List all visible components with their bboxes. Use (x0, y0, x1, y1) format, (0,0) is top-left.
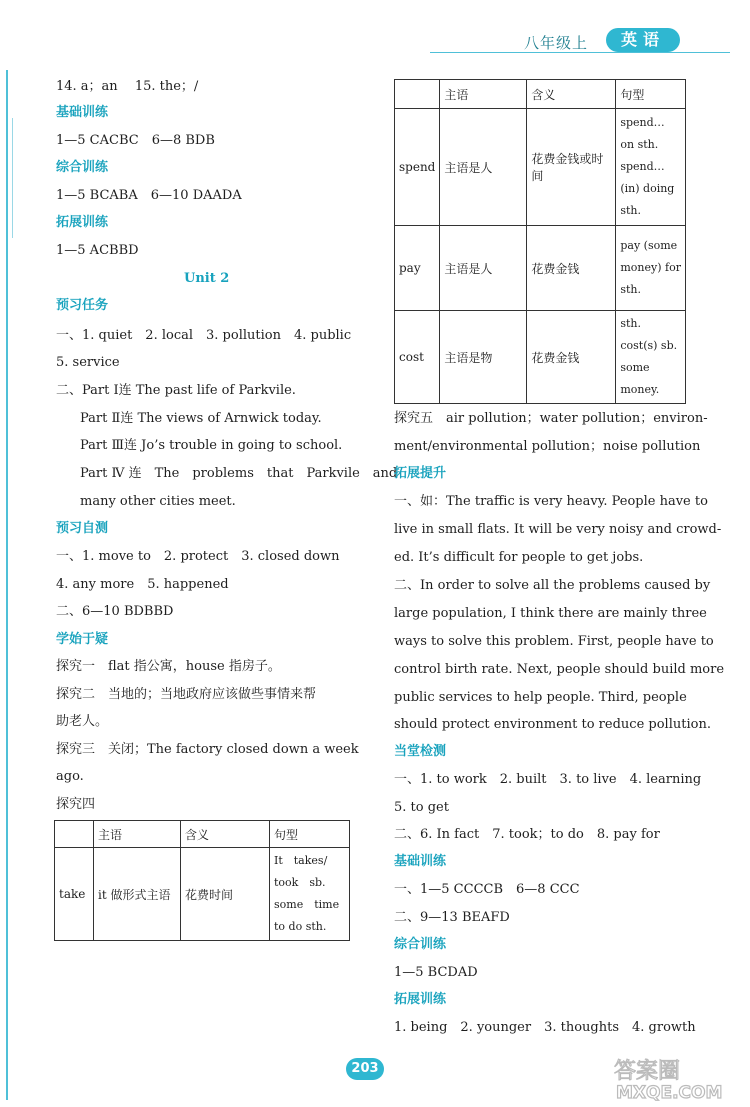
page-number: 203 (346, 1058, 384, 1080)
section-heading: 学始于疑 (56, 632, 109, 647)
word-usage-table-take (54, 820, 350, 941)
answer-line: 一、如：The traffic is very heavy. People have to (394, 494, 708, 509)
table-cell-word: pay (395, 226, 440, 311)
table-header-cell: 主语 (440, 80, 527, 109)
answer-line: 一、1. move to 2. protect 3. closed down (56, 549, 340, 564)
table-cell-subject: it 做形式主语 (94, 848, 181, 941)
answer-line: many other cities meet. (80, 494, 236, 509)
table-cell-pattern: sth. cost(s) sb. some money. (616, 311, 686, 404)
side-rule-inner (12, 118, 13, 238)
section-heading: 当堂检测 (394, 744, 447, 759)
answer-line: ment/environmental pollution；noise pollution (394, 439, 701, 454)
word-usage-table-spend-pay-cost (394, 79, 689, 404)
table-row (395, 109, 686, 226)
answer-line: 一、1—5 CCCCB 6—8 CCC (394, 882, 580, 897)
answer-line: public services to help people. Third, people (394, 690, 687, 705)
answer-line: 二、6. In fact 7. took；to do 8. pay for (394, 827, 660, 842)
table-header-cell: 句型 (270, 821, 350, 848)
table-cell-pattern: It takes/ took sb. some time to do sth. (270, 848, 350, 941)
answer-line: 1—5 ACBBD (56, 243, 139, 258)
table-cell-meaning: 花费时间 (181, 848, 270, 941)
answer-line: 二、6—10 BDBBD (56, 604, 174, 619)
table-cell-pattern: pay (some money) for sth. (616, 226, 686, 311)
answer-line: 探究三 关闭；The factory closed down a week (56, 742, 359, 757)
table-header-cell (55, 821, 94, 848)
table-row (395, 311, 686, 404)
answer-line: 二、In order to solve all the problems caused by (394, 578, 711, 593)
answer-line: ways to solve this problem. First, people have to (394, 634, 714, 649)
table-cell-subject: 主语是人 (440, 109, 527, 226)
answer-line: Part Ⅱ连 The views of Arnwick today. (80, 411, 322, 426)
section-heading: 综合训练 (56, 160, 109, 175)
answer-line: Part Ⅳ 连 The problems that Parkvile and (80, 466, 398, 481)
answer-line: 一、1. to work 2. built 3. to live 4. learning (394, 772, 702, 787)
table-header-cell: 含义 (181, 821, 270, 848)
table-header-cell (395, 80, 440, 109)
answer-line: 5. to get (394, 800, 449, 815)
table-row (55, 848, 350, 941)
table-header-cell: 句型 (616, 80, 686, 109)
section-heading: 预习自测 (56, 521, 109, 536)
answer-line: 1—5 BCABA 6—10 DAADA (56, 188, 242, 203)
table-row (395, 226, 686, 311)
section-heading: 基础训练 (56, 105, 109, 120)
answer-line: 二、9—13 BEAFD (394, 910, 510, 925)
answer-line: 1. being 2. younger 3. thoughts 4. growth (394, 1020, 696, 1035)
table-cell-subject: 主语是物 (440, 311, 527, 404)
table-cell-meaning: 花费金钱 (527, 226, 616, 311)
section-heading: 拓展训练 (394, 992, 447, 1007)
side-rule (6, 70, 8, 1100)
section-heading: 拓展提升 (394, 466, 447, 481)
watermark-logo (612, 1052, 740, 1102)
answer-line: ed. It’s difficult for people to get jobs. (394, 550, 644, 565)
table-header-row (395, 80, 686, 109)
table-header-cell: 主语 (94, 821, 181, 848)
svg-text:答案圈: 答案圈 (614, 1059, 681, 1084)
answer-line: should protect environment to reduce pollution. (394, 717, 711, 732)
answer-line: 二、Part Ⅰ连 The past life of Parkvile. (56, 383, 296, 398)
answer-line: large population, I think there are mainly three (394, 606, 707, 621)
answer-line: 14. a；an 15. the；/ (56, 79, 199, 94)
answer-line: 探究四 (56, 797, 96, 812)
section-heading: 拓展训练 (56, 215, 109, 230)
answer-line: 探究二 当地的；当地政府应该做些事情来帮 (56, 687, 317, 702)
answer-line: live in small flats. It will be very noisy and crowd- (394, 522, 722, 537)
answer-line: 探究一 flat 指公寓，house 指房子。 (56, 659, 281, 674)
table-cell-subject: 主语是人 (440, 226, 527, 311)
header-subject-badge: 英语 (606, 28, 680, 52)
section-heading: 综合训练 (394, 937, 447, 952)
table-cell-meaning: 花费金钱 (527, 311, 616, 404)
answer-line: 一、1. quiet 2. local 3. pollution 4. public (56, 328, 352, 343)
table-header-cell: 含义 (527, 80, 616, 109)
answer-line: 4. any more 5. happened (56, 577, 229, 592)
answer-line: 1—5 BCDAD (394, 965, 478, 980)
table-cell-meaning: 花费金钱或时间 (527, 109, 616, 226)
section-heading: 基础训练 (394, 854, 447, 869)
unit-title: Unit 2 (184, 271, 230, 286)
answer-line: 1—5 CACBC 6—8 BDB (56, 133, 215, 148)
table-header-row (55, 821, 350, 848)
answer-line: 探究五 air pollution；water pollution；environ- (394, 411, 708, 426)
section-heading: 预习任务 (56, 298, 109, 313)
answer-line: ago. (56, 769, 84, 784)
table-cell-word: cost (395, 311, 440, 404)
answer-line: 助老人。 (56, 714, 109, 729)
table-cell-word: spend (395, 109, 440, 226)
svg-text:MXQE.COM: MXQE.COM (616, 1083, 723, 1102)
answer-line: Part Ⅲ连 Jo’s trouble in going to school. (80, 438, 343, 453)
header-grade: 八年级上 (524, 34, 589, 52)
table-cell-word: take (55, 848, 94, 941)
answer-line: control birth rate. Next, people should build more (394, 662, 725, 677)
table-cell-pattern: spend… on sth. spend… (in) doing sth. (616, 109, 686, 226)
answer-line: 5. service (56, 355, 120, 370)
